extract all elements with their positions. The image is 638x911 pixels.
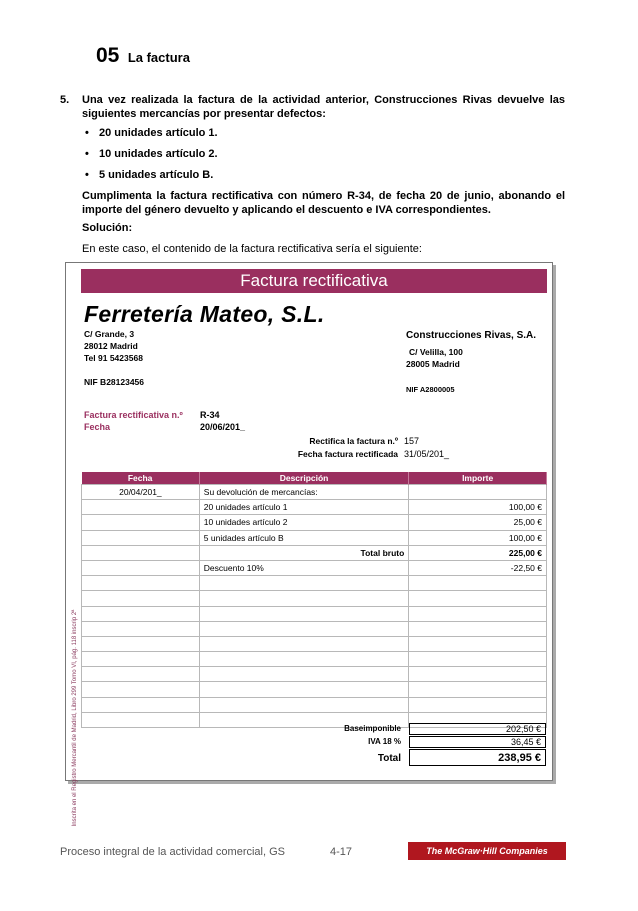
chapter-title: La factura: [127, 50, 190, 65]
original-date-label: Fecha factura rectificada: [297, 449, 398, 459]
page-number: 4-17: [330, 846, 353, 858]
sender-street: C/ Grande, 3: [84, 329, 135, 339]
invoice-identification: [84, 409, 245, 433]
column-header-importe: Importe: [409, 472, 547, 485]
total-row: [81, 749, 547, 767]
registry-note: Inscrita en el Registro Mercantil de Madrid, Libro 299 Tomo VI, pág. 118 inscrip 2ª: [72, 609, 78, 827]
invoice: [65, 262, 553, 827]
table-header-row: [82, 472, 547, 485]
rectifies-number: 157: [404, 436, 420, 446]
date-label: Fecha: [84, 422, 111, 432]
table-row: [82, 591, 547, 606]
chapter-number: 05: [96, 44, 120, 67]
number-label: Factura rectificativa n.º: [84, 410, 183, 420]
chapter-heading: [96, 44, 190, 68]
original-date: 31/05/201_: [404, 449, 450, 459]
table-row: 10 unidades artículo 2 25,00 €: [82, 515, 547, 530]
original-invoice-ref: [266, 435, 449, 461]
discount-value: -22,50 €: [409, 560, 547, 575]
client-address: [406, 330, 536, 396]
table-row: 20 unidades artículo 1 100,00 €: [82, 500, 547, 515]
table-row: [82, 621, 547, 636]
list-item: • 10 unidades artículo 2.: [85, 148, 218, 160]
vat-value: 36,45 €: [409, 736, 546, 748]
client-name: Construcciones Rivas, S.A.: [406, 330, 537, 341]
exercise-task: Cumplimenta la factura rectificativa con número R-34, de fecha 20 de junio, abonando el importe del género devuelto y aplicando el descuento e IVA correspondientes.: [82, 190, 565, 216]
discount-row: [82, 560, 547, 575]
taxable-base-label: Baseimponible: [344, 724, 401, 733]
table-row: [82, 606, 547, 621]
sender-nif: NIF B28123456: [84, 377, 145, 387]
total-value: 238,95 €: [409, 749, 546, 766]
taxable-base-value: 202,50 €: [409, 723, 546, 735]
list-item: • 5 unidades artículo B.: [85, 169, 214, 181]
table-row: [82, 636, 547, 651]
publisher-logo: The McGraw·Hill Companies: [408, 842, 566, 860]
exercise-statement: Una vez realizada la factura de la actividad anterior, Construcciones Rivas devuelve las siguientes mercancías por presentar defectos:: [82, 94, 565, 120]
vat-row: [81, 736, 547, 749]
footer-text: Proceso integral de la actividad comercial, GS: [60, 846, 285, 858]
list-item: • 20 unidades artículo 1.: [85, 127, 218, 139]
exercise: [60, 93, 565, 256]
table-row: [82, 697, 547, 712]
solution-label: Solución:: [82, 222, 133, 234]
rectifies-label: Rectifica la factura n.º: [309, 436, 398, 446]
sender-city: 28012 Madrid: [84, 341, 138, 351]
exercise-number: 5.: [60, 94, 70, 106]
column-header-fecha: Fecha: [82, 472, 200, 485]
gross-value: 225,00 €: [409, 545, 547, 560]
invoice-date: 20/06/201_: [200, 422, 246, 432]
solution-text: En este caso, el contenido de la factura rectificativa sería el siguiente:: [82, 243, 422, 255]
bullet-icon: •: [85, 169, 89, 181]
invoice-totals: [81, 723, 547, 767]
vat-label: IVA 18 %: [368, 737, 401, 746]
gross-label: Total bruto: [199, 545, 409, 560]
total-label: Total: [377, 753, 401, 764]
gross-total-row: [82, 545, 547, 560]
company-name: Ferretería Mateo, S.L.: [84, 301, 325, 327]
table-row: [82, 682, 547, 697]
table-row: [82, 667, 547, 682]
column-header-descripcion: Descripción: [199, 472, 409, 485]
discount-label: Descuento 10%: [199, 560, 409, 575]
table-row: 20/04/201_ Su devolución de mercancías:: [82, 485, 547, 500]
taxable-base-row: [81, 723, 547, 736]
table-row: 5 unidades artículo B 100,00 €: [82, 530, 547, 545]
sender-address: [84, 328, 144, 388]
client-city: 28005 Madrid: [406, 359, 460, 369]
returned-items-list: [82, 126, 565, 182]
sender-phone: Tel 91 5423568: [84, 353, 143, 363]
table-row: [82, 576, 547, 591]
invoice-lines-table: [81, 472, 547, 728]
invoice-number: R-34: [200, 410, 220, 420]
invoice-title: Factura rectificativa: [81, 269, 547, 293]
client-nif: NIF A2800005: [406, 385, 455, 394]
table-row: [82, 652, 547, 667]
bullet-icon: •: [85, 127, 89, 139]
client-street: C/ Velilla, 100: [409, 347, 463, 357]
bullet-icon: •: [85, 148, 89, 160]
